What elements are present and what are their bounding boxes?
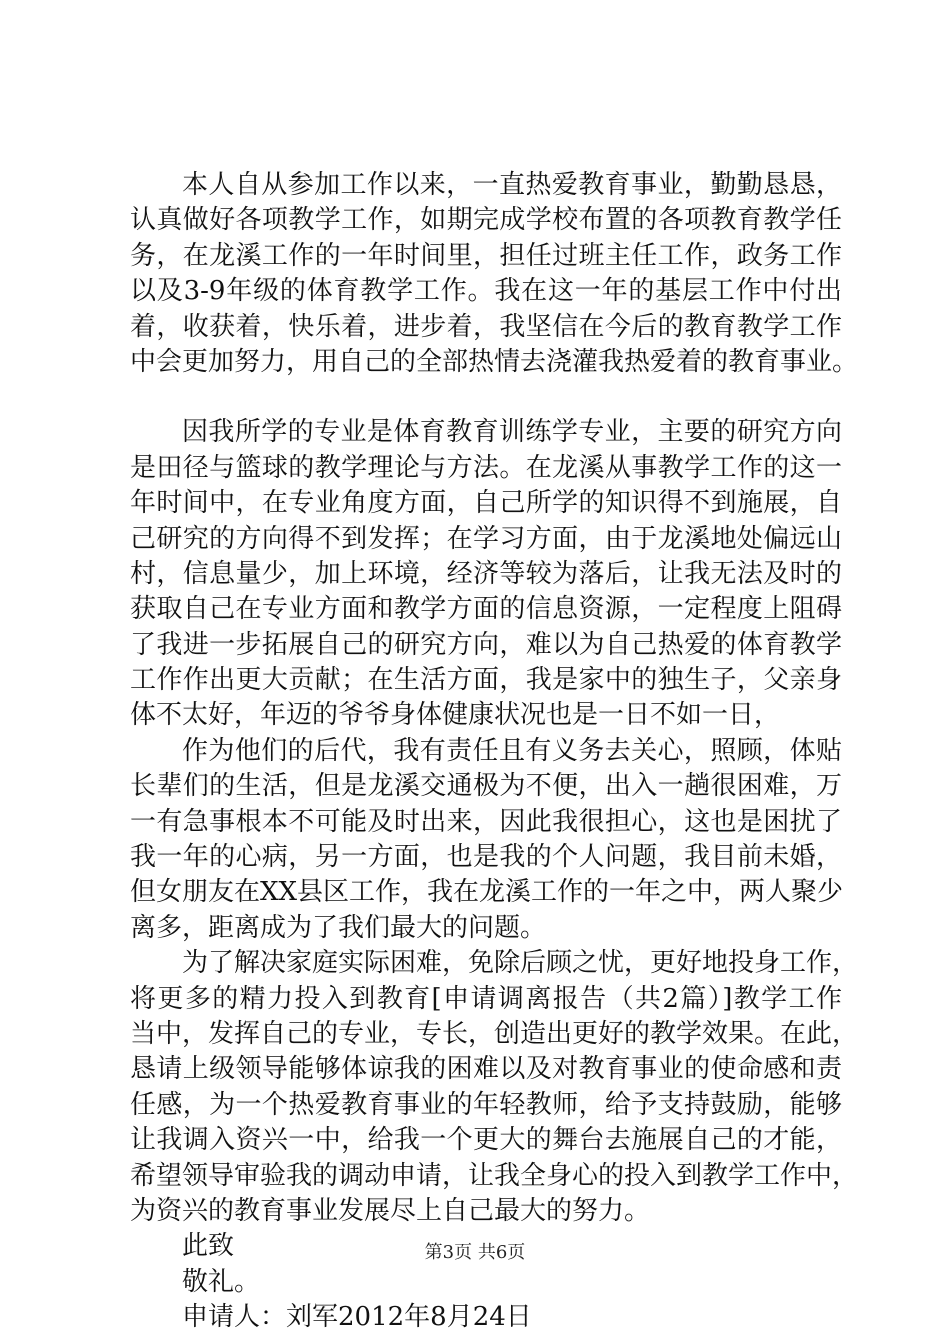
paragraph-line: 一有急事根本不可能及时出来，因此我很担心，这也是困扰了: [130, 806, 842, 837]
paragraph-line: 年时间中，在专业角度方面，自己所学的知识得不到施展，自: [130, 488, 842, 519]
paragraph-3: [130, 734, 842, 946]
paragraph-line: 离多，距离成为了我们最大的问题。: [130, 912, 547, 943]
paragraph-line: 因我所学的专业是体育教育训练学专业，主要的研究方向: [182, 417, 842, 448]
paragraph-line: 己研究的方向得不到发挥；在学习方面，由于龙溪地处偏远山: [130, 523, 842, 554]
closing-salutation: 此致: [182, 1231, 235, 1262]
page-indicator: 第3页 共6页: [424, 1242, 526, 1263]
paragraph-spacer: [130, 380, 842, 415]
paragraph-line: 村，信息量少，加上环境，经济等较为落后，让我无法及时的: [130, 558, 842, 589]
paragraph-line: 务，在龙溪工作的一年时间里，担任过班主任工作，政务工作: [130, 240, 842, 271]
paragraph-line: 工作作出更大贡献；在生活方面，我是家中的独生子，父亲身: [130, 665, 842, 696]
paragraph-line: 体不太好，年迈的爷爷身体健康状况也是一日不如一日，: [130, 700, 781, 731]
closing-regards: 敬礼。: [182, 1266, 261, 1297]
paragraph-line: 恳请上级领导能够体谅我的困难以及对教育事业的使命感和责: [130, 1054, 842, 1085]
document-body: [130, 168, 859, 1336]
paragraph-line: 长辈们的生活，但是龙溪交通极为不便，出入一趟很困难，万: [130, 771, 842, 802]
paragraph-line: 本人自从参加工作以来，一直热爱教育事业，勤勤恳恳，: [182, 170, 842, 200]
paragraph-line: 希望领导审验我的调动申请，让我全身心的投入到教学工作中，: [130, 1160, 859, 1191]
paragraph-line: 当中，发挥自己的专业，专长，创造出更好的教学效果。在此，: [130, 1018, 859, 1049]
paragraph-2: [130, 415, 842, 734]
paragraph-line: 了我进一步拓展自己的研究方向，难以为自己热爱的体育教学: [130, 629, 842, 660]
paragraph-line: 中会更加努力，用自己的全部热情去浇灌我热爱着的教育事业。: [130, 346, 859, 377]
signature-line: 申请人：刘军2012年8月24日: [182, 1302, 532, 1333]
paragraph-line: 以及3-9年级的体育教学工作。我在这一年的基层工作中付出: [130, 276, 842, 307]
paragraph-line: 为资兴的教育事业发展尽上自己最大的努力。: [130, 1195, 651, 1226]
paragraph-line: 为了解决家庭实际困难，免除后顾之忧，更好地投身工作，: [182, 948, 859, 979]
paragraph-line: 让我调入资兴一中，给我一个更大的舞台去施展自己的才能，: [130, 1125, 842, 1156]
paragraph-line: 认真做好各项教学工作，如期完成学校布置的各项教育教学任: [130, 205, 842, 236]
paragraph-line: 将更多的精力投入到教育[申请调离报告（共2篇）]教学工作: [130, 983, 842, 1014]
paragraph-line: 我一年的心病，另一方面，也是我的个人问题，我目前未婚，: [130, 842, 842, 873]
paragraph-1: [130, 168, 859, 380]
paragraph-line: 任感，为一个热爱教育事业的年轻教师，给予支持鼓励，能够: [130, 1089, 842, 1120]
paragraph-line: 但女朋友在XX县区工作，我在龙溪工作的一年之中，两人聚少: [130, 877, 844, 908]
paragraph-4: [130, 946, 859, 1229]
paragraph-line: 作为他们的后代，我有责任且有义务去关心，照顾，体贴: [182, 735, 842, 766]
paragraph-line: 是田径与篮球的教学理论与方法。在龙溪从事教学工作的这一: [130, 452, 842, 483]
paragraph-line: 着，收获着，快乐着，进步着，我坚信在今后的教育教学工作: [130, 311, 842, 342]
paragraph-line: 获取自己在专业方面和教学方面的信息资源，一定程度上阻碍: [130, 594, 842, 625]
